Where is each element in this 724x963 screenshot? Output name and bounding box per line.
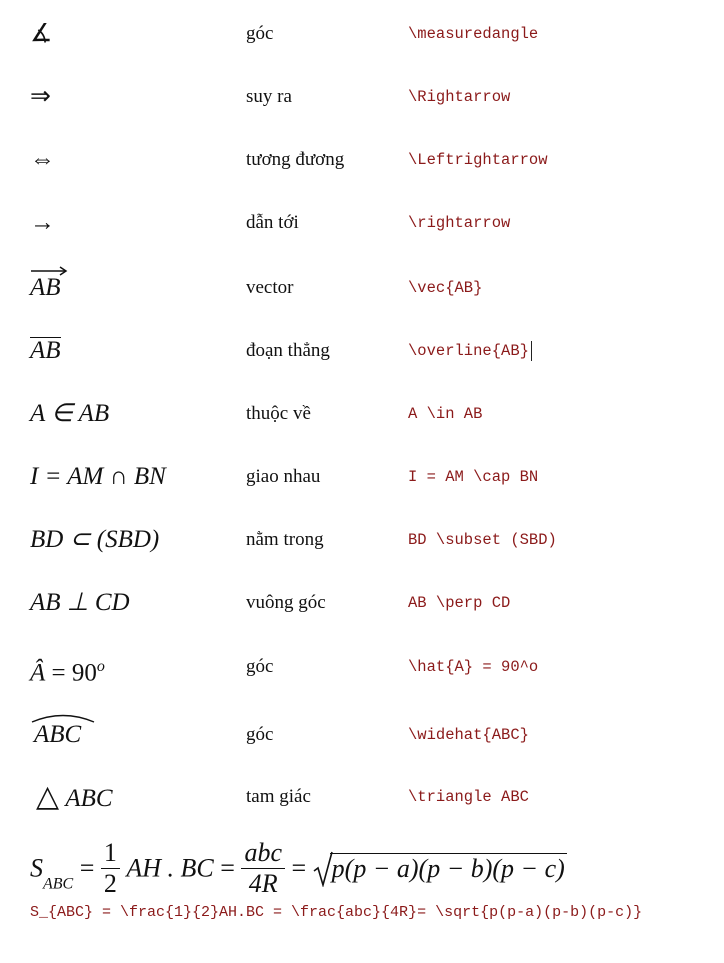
latex-code: \Leftrightarrow: [408, 151, 548, 169]
table-row: [0, 583, 724, 623]
meaning-text: vuông góc: [246, 592, 326, 613]
perpendicular-symbol: AB ⊥ CD: [30, 589, 130, 616]
leftrightarrow-symbol: ⇔: [30, 146, 55, 173]
text-cursor: [531, 341, 532, 361]
table-row: [0, 203, 724, 243]
overline-symbol: AB: [30, 337, 61, 364]
meaning-text: vector: [246, 277, 294, 298]
latex-code: AB \perp CD: [408, 594, 511, 612]
triangle-icon: △: [36, 780, 60, 813]
rightarrow-double-symbol: ⇒: [30, 83, 51, 110]
rightarrow-symbol: →: [30, 209, 55, 236]
area-formula: $S_{ABC}$ = $\frac{1}{2}$ AH . BC = $\frac{\text{abc}}{4R}$ = p(p − a)(p − b)(p − c): [30, 838, 565, 898]
triangle-symbol: △ ABC: [36, 780, 113, 813]
square-root: p(p − a)(p − b)(p − c): [313, 851, 567, 887]
measured-angle-symbol: ∡: [30, 20, 53, 47]
meaning-text: góc: [246, 656, 274, 677]
meaning-text: dẫn tới: [246, 212, 299, 233]
vector-symbol: AB: [30, 268, 61, 308]
latex-code: A \in AB: [408, 405, 483, 423]
table-row: [0, 777, 724, 817]
intersection-symbol: I = AM ∩ BN: [30, 463, 166, 490]
table-row: [0, 647, 724, 687]
table-row: [0, 394, 724, 434]
table-row: [0, 14, 724, 54]
meaning-text: góc: [246, 23, 274, 44]
latex-code: \widehat{ABC}: [408, 726, 529, 744]
meaning-text: nằm trong: [246, 529, 324, 550]
meaning-text: tam giác: [246, 786, 311, 807]
subset-symbol: BD ⊂ (SBD): [30, 526, 160, 553]
latex-code: \hat{A} = 90^o: [408, 658, 539, 676]
meaning-text: thuộc về: [246, 403, 311, 424]
latex-code: \measuredangle: [408, 25, 539, 43]
meaning-text: giao nhau: [246, 466, 321, 487]
latex-code: \overline{AB}: [408, 331, 532, 371]
latex-code: \triangle ABC: [408, 788, 529, 806]
meaning-text: góc: [246, 724, 274, 745]
formula-latex-code: S_{ABC} = \frac{1}{2}AH.BC = \frac{abc}{4R}= \sqrt{p(p-a)(p-b)(p-c)}: [30, 904, 643, 921]
latex-code: \rightarrow: [408, 214, 511, 232]
meaning-text: suy ra: [246, 86, 292, 107]
table-row: [0, 457, 724, 497]
table-row: [0, 77, 724, 117]
latex-code: BD \subset (SBD): [408, 531, 557, 549]
meaning-text: đoạn thẳng: [246, 340, 330, 361]
widehat-arc-icon: [30, 713, 96, 723]
fraction-half: $\frac{1}{2}$: [101, 838, 120, 899]
latex-code: \Rightarrow: [408, 88, 511, 106]
element-of-symbol: A ∈ AB: [30, 400, 110, 427]
latex-code: \vec{AB}: [408, 279, 483, 297]
fraction-abc-4r: $\frac{\text{abc}}{4R}$: [241, 838, 285, 899]
table-row: [0, 268, 724, 308]
table-row: [0, 140, 724, 180]
table-row: [0, 331, 724, 371]
latex-code: I = AM \cap BN: [408, 468, 539, 486]
meaning-text: tương đương: [246, 149, 345, 170]
table-row: [0, 520, 724, 560]
hat-angle-symbol: Â = $90^o$: [30, 658, 105, 687]
table-row: [0, 715, 724, 755]
widehat-symbol: ABC: [30, 715, 85, 755]
vector-arrow-icon: [30, 266, 68, 276]
